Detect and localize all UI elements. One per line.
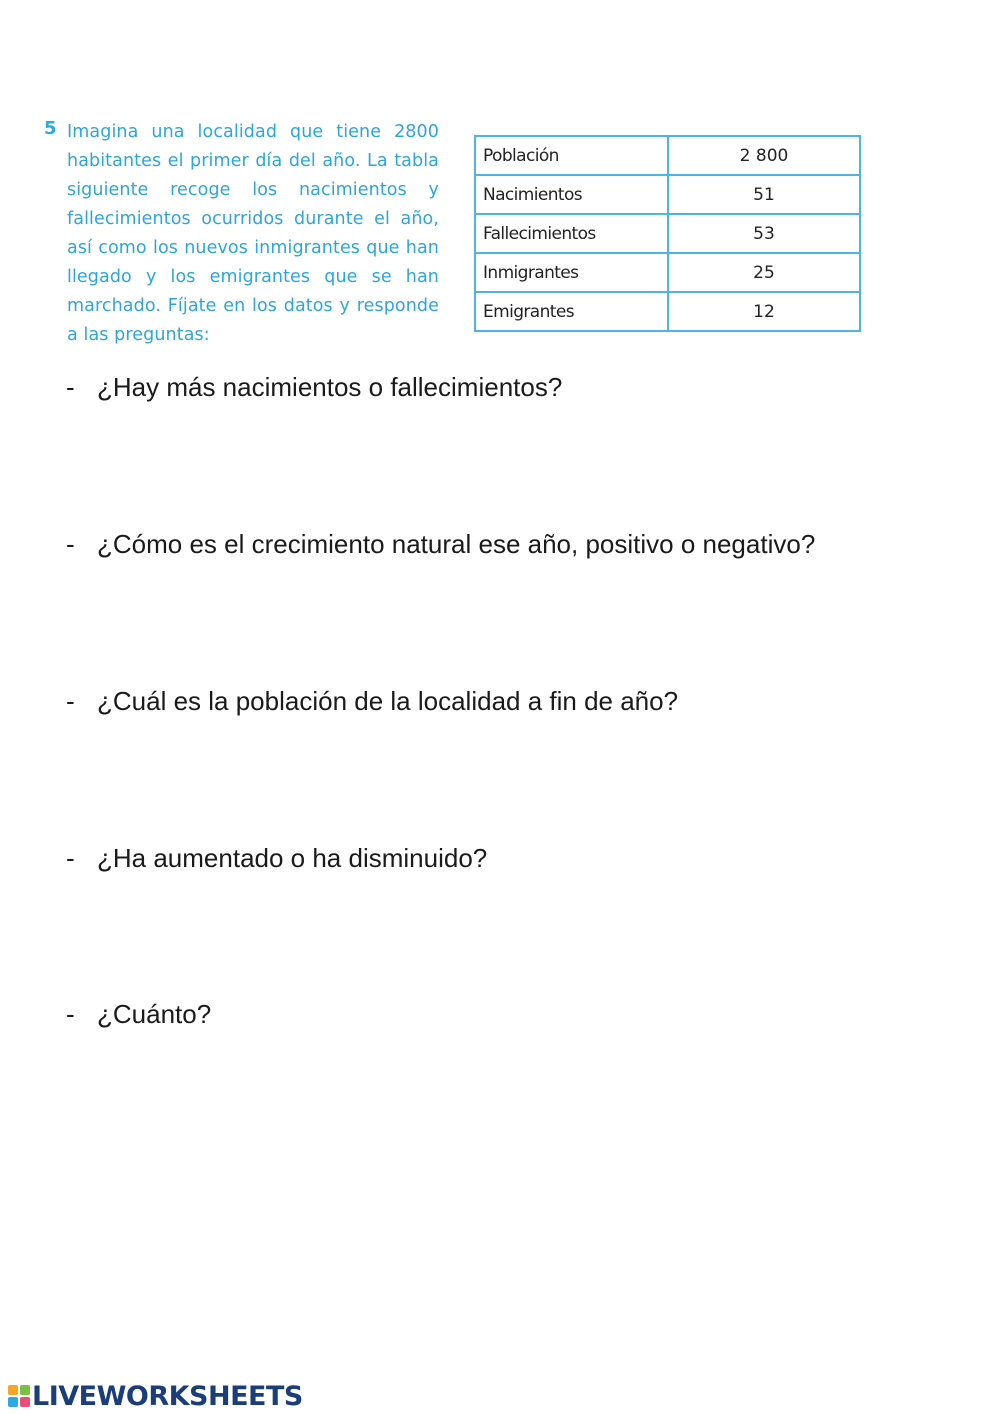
question-text: ¿Cómo es el crecimiento natural ese año, positivo o negativo? <box>97 529 816 559</box>
row-value: 25 <box>668 253 860 292</box>
bullet-dash: - <box>66 999 75 1029</box>
bullet-dash: - <box>66 843 75 873</box>
table-row <box>475 175 860 214</box>
table-row <box>475 253 860 292</box>
row-label: Población <box>475 136 668 175</box>
question-1 <box>66 372 562 403</box>
row-value: 51 <box>668 175 860 214</box>
table-row <box>475 292 860 331</box>
bullet-dash: - <box>66 686 75 716</box>
question-3 <box>66 686 678 717</box>
question-text: ¿Hay más nacimientos o fallecimientos? <box>97 372 563 402</box>
exercise-number: 5 <box>44 118 57 139</box>
bullet-dash: - <box>66 372 75 402</box>
table-row <box>475 136 860 175</box>
row-label: Inmigrantes <box>475 253 668 292</box>
question-text: ¿Cuál es la población de la localidad a fin de año? <box>97 686 679 716</box>
liveworksheets-logo[interactable] <box>8 1378 303 1414</box>
row-value: 2 800 <box>668 136 860 175</box>
question-2 <box>66 529 815 560</box>
row-value: 53 <box>668 214 860 253</box>
question-text: ¿Ha aumentado o ha disminuido? <box>97 843 488 873</box>
row-label: Emigrantes <box>475 292 668 331</box>
table-row <box>475 214 860 253</box>
question-5 <box>66 999 211 1030</box>
logo-mark-icon <box>8 1385 30 1407</box>
row-label: Fallecimientos <box>475 214 668 253</box>
bullet-dash: - <box>66 529 75 559</box>
question-4 <box>66 843 487 874</box>
population-data-table <box>474 135 861 332</box>
question-text: ¿Cuánto? <box>97 999 212 1029</box>
logo-text: LIVEWORKSHEETS <box>32 1380 303 1412</box>
exercise-text: Imagina una localidad que tiene 2800 habitantes el primer día del año. La tabla siguiente recoge los nacimientos y fallecimientos ocurridos durante el año, así como los nuevos inmigrantes que han llegado y los emigrantes que se han marchado. Fíjate en los datos y responde a las preguntas: <box>67 122 439 345</box>
row-label: Nacimientos <box>475 175 668 214</box>
row-value: 12 <box>668 292 860 331</box>
